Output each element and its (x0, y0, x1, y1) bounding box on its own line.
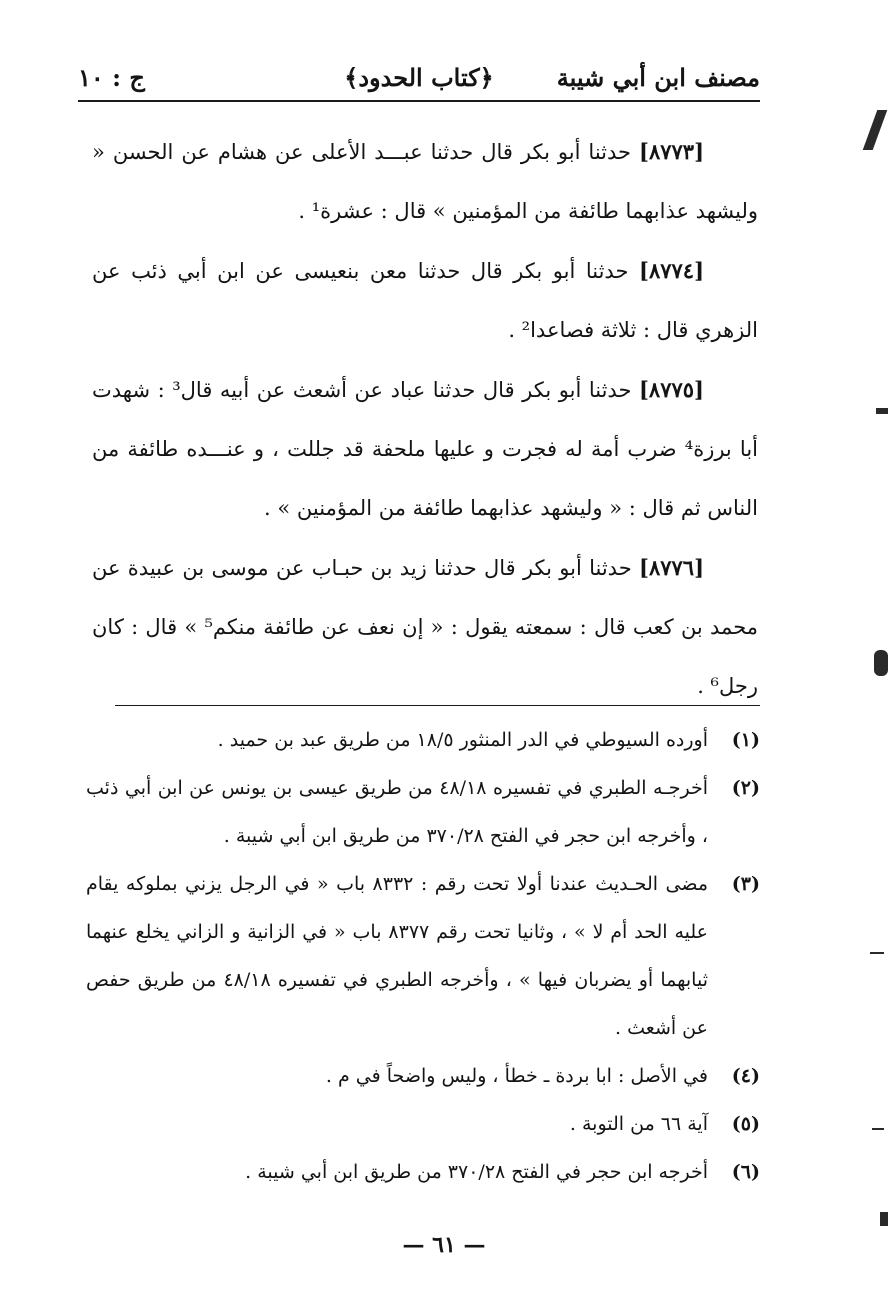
hadith-number: [٨٧٧٥] (638, 377, 704, 402)
hadith-number: [٨٧٧٤] (639, 258, 704, 283)
chapter-title: ﴿كتاب الحدود﴾ (344, 63, 494, 92)
hadith-number: [٨٧٧٣] (639, 139, 704, 164)
footnote-number: (١) (731, 729, 760, 751)
hadith-entry (92, 241, 758, 360)
footnote (86, 860, 760, 1052)
page-number: — ٦١ — (402, 1232, 486, 1258)
footnote-text: آية ٦٦ من التوبة . (569, 1113, 708, 1135)
scan-mark (863, 110, 888, 150)
footnote-text: في الأصل : ابا بردة ـ خطأ ، وليس واضحاً في م . (325, 1065, 708, 1087)
scan-mark (874, 650, 888, 676)
hadith-entry (92, 122, 758, 241)
scan-mark (872, 1128, 884, 1130)
footnote-number: (٥) (731, 1113, 760, 1135)
footnote (86, 764, 760, 860)
footnote-text: أخرجه ابن حجر في الفتح ٣٧٠/٢٨ من طريق ابن أبي شيبة . (245, 1161, 708, 1183)
footnote (86, 1100, 760, 1148)
hadith-text: حدثنا أبو بكر قال حدثنا عبـــد الأعلى عن هشام عن الحسن « وليشهد عذابهما طائفة من المؤمنين » قال : عشرة¹ . (92, 140, 758, 223)
scan-mark (870, 952, 884, 954)
footnote (86, 716, 760, 764)
footnote-list (86, 716, 760, 1196)
footnote-text: أورده السيوطي في الدر المنثور ١٨/٥ من طريق عبد بن حميد . (217, 729, 708, 751)
hadith-entry (92, 360, 758, 538)
hadith-text: حدثنا أبو بكر قال حدثنا معن بنعيسى عن ابن أبي ذئب عن الزهري قال : ثلاثة فصاعدا² . (92, 259, 758, 342)
footnote-number: (٢) (731, 777, 760, 799)
header-rule (78, 100, 760, 102)
hadith-text: حدثنا أبو بكر قال حدثنا زيد بن حبـاب عن موسى بن عبيدة عن محمد بن كعب قال : سمعته يقول : « إن نعف عن طائفة منكم⁵ » قال : كان رجل⁶ . (92, 556, 758, 698)
scan-mark (880, 1212, 888, 1226)
running-header (78, 58, 760, 100)
footnote (86, 1052, 760, 1100)
volume-number: ج : ١٠ (78, 63, 145, 92)
scan-mark (876, 408, 888, 414)
footnote-number: (٦) (731, 1161, 760, 1183)
footnote-number: (٤) (731, 1065, 760, 1087)
footnote-divider (115, 705, 760, 706)
hadith-number: [٨٧٧٦] (639, 555, 704, 580)
footnote-text: مضى الحـديث عندنا أولا تحت رقم : ٨٣٣٢ باب « في الرجل يزني بملوكه يقام عليه الحد أم لا » ، وثانيا تحت رقم ٨٣٧٧ باب « في الزانية و الزاني يخلع عنهما ثيابهما أو يضربان فيها » ، وأخرجه الطبري في تفسيره ٤٨/١٨ من طريق حفص عن أشعث . (86, 873, 708, 1039)
hadith-list (92, 122, 758, 716)
footnote-number: (٣) (731, 873, 760, 895)
hadith-entry (92, 538, 758, 716)
book-title: مصنف ابن أبي شيبة (556, 63, 760, 92)
hadith-text: حدثنا أبو بكر قال حدثنا عباد عن أشعث عن أبيه قال³ : شهدت أبا برزة⁴ ضرب أمة له فجرت و عليها ملحفة قد جللت ، و عنـــده طائفة من الناس ثم قال : « وليشهد عذابهما طائفة من المؤمنين » . (92, 378, 759, 520)
footnote (86, 1148, 760, 1196)
footnote-text: أخرجـه الطبري في تفسيره ٤٨/١٨ من طريق عيسى بن يونس عن ابن أبي ذئب ، وأخرجه ابن حجر في الفتح ٣٧٠/٢٨ من طريق ابن أبي شيبة . (86, 777, 708, 847)
